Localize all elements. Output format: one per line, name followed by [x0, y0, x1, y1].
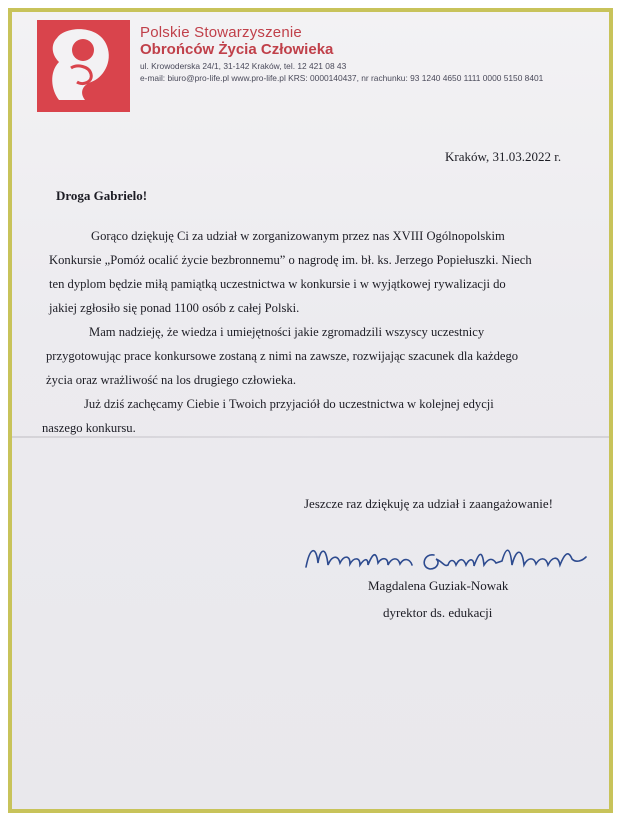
- letter-closing: Jeszcze raz dziękuję za udział i zaangażowanie!: [304, 496, 554, 511]
- handwritten-signature: [302, 537, 592, 577]
- body-line: ten dyplom będzie miłą pamiątką uczestnictwa w konkursie i w wyjątkowej rywalizacji do: [49, 277, 506, 291]
- body-line: naszego konkursu.: [42, 421, 136, 435]
- body-line: Konkursie „Pomóż ocalić życie bezbronnemu” o nagrodę im. bł. ks. Jerzego Popiełuszki. Niech: [49, 253, 532, 267]
- body-line: życia oraz wrażliwość na los drugiego człowieka.: [46, 373, 297, 387]
- letter-paper: [12, 12, 609, 809]
- paper-fold-line: [12, 436, 609, 438]
- photo-frame: [8, 8, 613, 813]
- signer-name: Magdalena Guziak-Nowak: [368, 578, 509, 593]
- letter-greeting: Droga Gabrielo!: [56, 188, 148, 203]
- organization-name-line2: Obrońców Życia Człowieka: [140, 41, 334, 58]
- body-line: Gorąco dziękuję Ci za udział w zorganizowanym przez nas XVIII Ogólnopolskim: [91, 229, 505, 243]
- body-line: jakiej zgłosiło się ponad 1100 osób z całej Polski.: [49, 301, 300, 315]
- body-line: Już dziś zachęcamy Ciebie i Twoich przyjaciół do uczestnictwa w kolejnej edycji: [84, 397, 494, 411]
- body-line: przygotowując prace konkursowe zostaną z nimi na zawsze, rozwijając szacunek dla każdego: [46, 349, 519, 363]
- organization-logo: [37, 20, 130, 112]
- organization-contact: e-mail: biuro@pro-life.pl www.pro-life.pl KRS: 0000140437, nr rachunku: 93 1240 4650 1111 0000 5150 8401: [140, 73, 544, 83]
- body-line: Mam nadzieję, że wiedza i umiejętności jakie zgromadzili wszyscy uczestnicy: [89, 325, 485, 339]
- organization-name-line1: Polskie Stowarzyszenie: [140, 24, 302, 41]
- signer-role: dyrektor ds. edukacji: [383, 605, 493, 620]
- letter-date: Kraków, 31.03.2022 r.: [445, 149, 562, 164]
- organization-address: ul. Krowoderska 24/1, 31-142 Kraków, tel. 12 421 08 43: [140, 61, 347, 71]
